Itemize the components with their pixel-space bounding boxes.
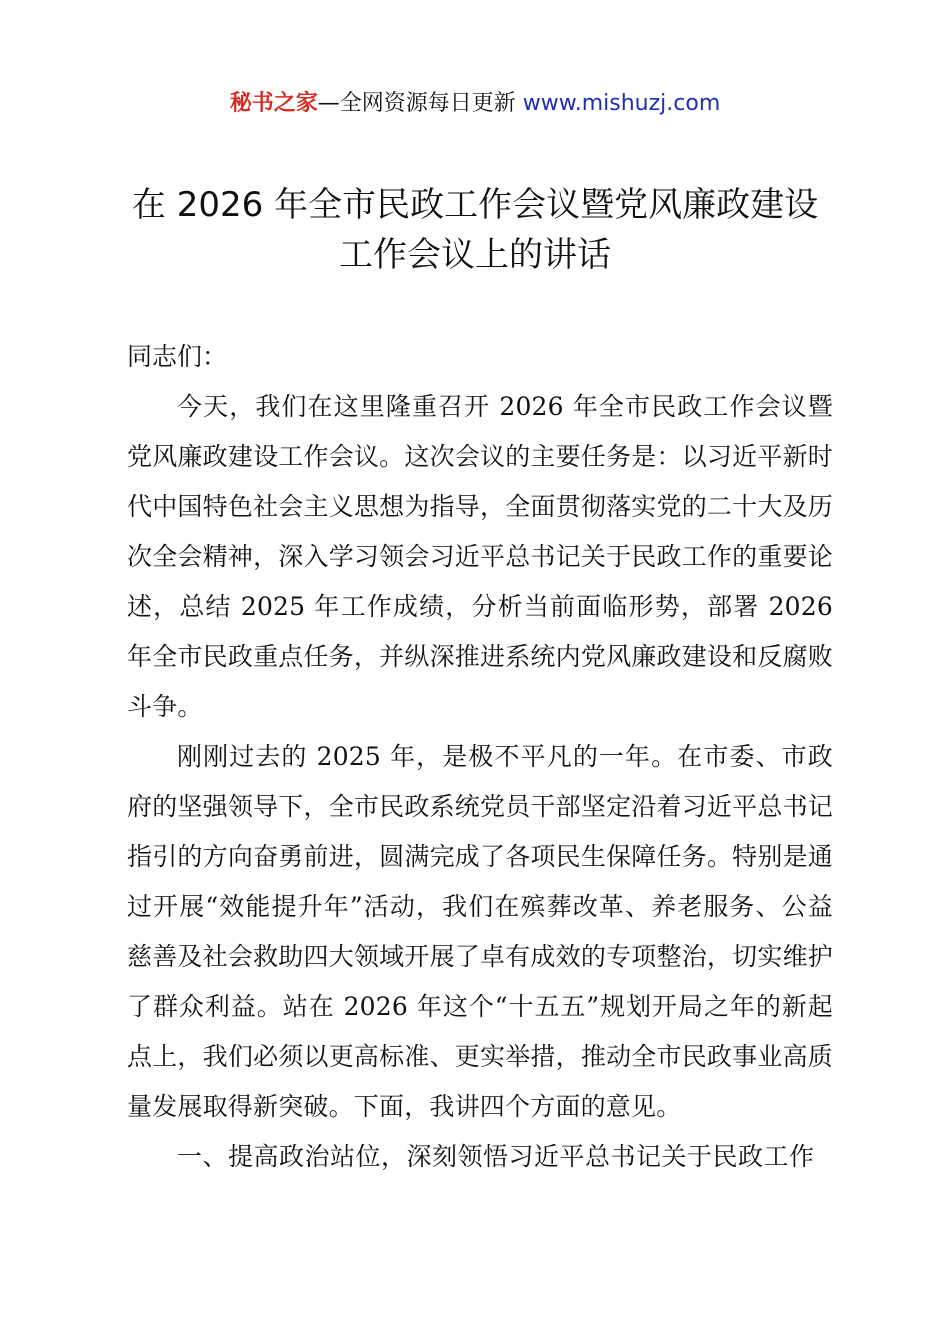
brand-name: 秘书之家 (229, 91, 318, 116)
document-title (100, 180, 850, 280)
site-url-link[interactable]: www.mishuzj.com (522, 91, 721, 116)
header-tagline: —全网资源每日更新 (317, 91, 523, 116)
site-header (0, 88, 950, 120)
document-body (127, 332, 833, 1182)
title-line-2: 工作会议上的讲话 (339, 235, 611, 275)
title-line-1: 在 2026 年全市民政工作会议暨党风廉政建设 (131, 185, 819, 225)
paragraph-2: 刚刚过去的 2025 年，是极不平凡的一年。在市委、市政府的坚强领导下，全市民政系统党员干部坚定沿着习近平总书记指引的方向奋勇前进，圆满完成了各项民生保障任务。特别是通过开展“效能提升年”活动，我们在殡葬改革、养老服务、公益慈善及社会救助四大领域开展了卓有成效的专项整治，切实维护了群众利益。站在 2026 年这个“十五五”规划开局之年的新起点上，我们必须以更高标准、更实举措，推动全市民政事业高质量发展取得新突破。下面，我讲四个方面的意见。 (127, 742, 833, 1121)
section-heading-1: 一、提高政治站位，深刻领悟习近平总书记关于民政工作 (177, 1142, 815, 1171)
salutation: 同志们： (127, 342, 228, 371)
paragraph-1: 今天，我们在这里隆重召开 2026 年全市民政工作会议暨党风廉政建设工作会议。这次会议的主要任务是：以习近平新时代中国特色社会主义思想为指导，全面贯彻落实党的二十大及历次全会精神，深入学习领会习近平总书记关于民政工作的重要论述，总结 2025 年工作成绩，分析当前面临形势，部署 2026 年全市民政重点任务，并纵深推进系统内党风廉政建设和反腐败斗争。 (127, 392, 833, 721)
